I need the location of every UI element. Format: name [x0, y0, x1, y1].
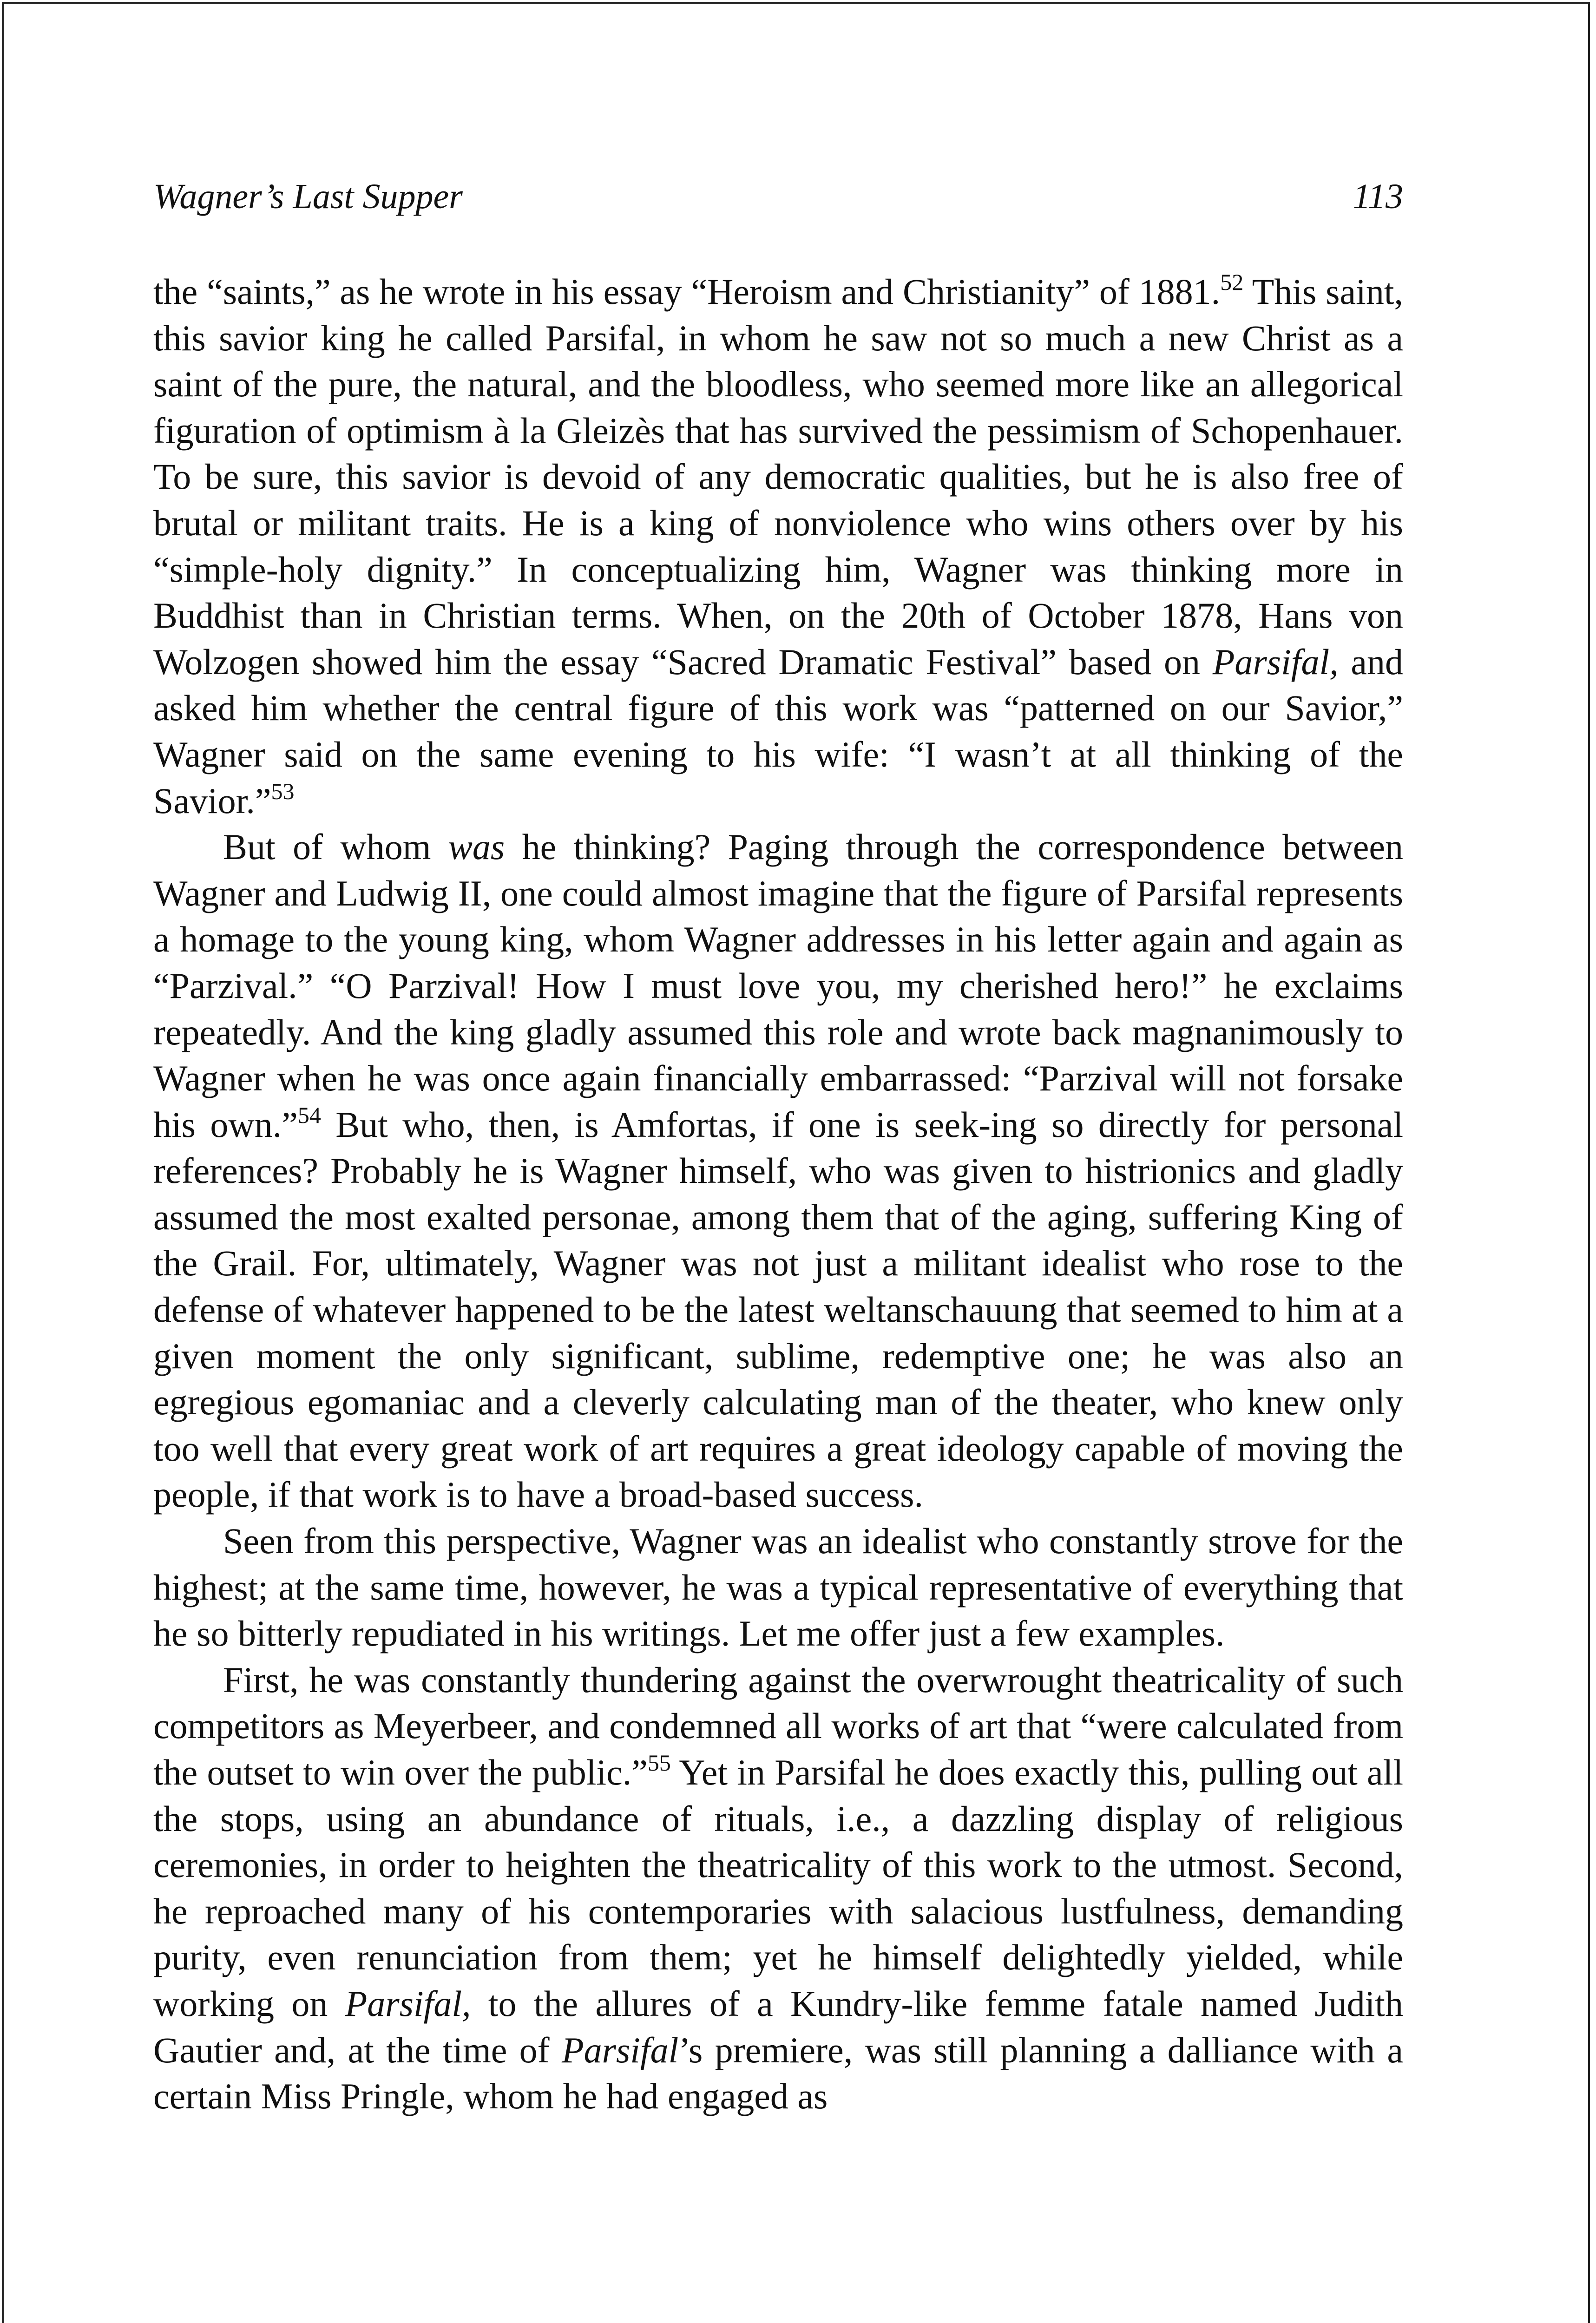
- italic-text: Parsifal: [561, 2029, 679, 2070]
- text-run: First, he was constantly thundering against the overwrought theatricality of such competitors as Meyerbeer, and condemned all works of art that “were calculated from the outset to win over the public.”: [153, 1659, 1403, 1792]
- footnote-reference: 54: [297, 1102, 321, 1128]
- text-run: This saint, this savior king he called Parsifal, in whom he saw not so much a new Christ as a saint of the pure, the natural, and the bloodless, who seemed more like an allegorical figuration of optimism à la Gleizès that has survived the pessimism of Schopenhauer. To be sure, this savior is devoid of any democratic qualities, but he is also free of brutal or militant traits. He is a king of nonviolence who wins others over by his “simple-holy dignity.” In conceptualizing him, Wagner was thinking more in Buddhist than in Christian terms. When, on the 20th of October 1878, Hans von Wolzogen showed him the essay “Sacred Dramatic Festival” based on: [153, 271, 1403, 682]
- footnote-reference: 52: [1220, 269, 1244, 295]
- page-number: 113: [1353, 177, 1403, 216]
- text-run: Yet in Parsifal he does exactly this, pulling out all the stops, using an abundance of rituals, i.e., a dazzling display of religious ceremonies, in order to heighten the theatricality of this work to the utmost. Second, he reproached many of his contemporaries with salacious lustfulness, demanding purity, even renunciation from them; yet he himself delightedly yielded, while working on: [153, 1752, 1403, 2024]
- text-run: he thinking? Paging through the correspondence between Wagner and Ludwig II, one could almost imagine that the figure of Parsifal represents a homage to the young king, whom Wagner addresses in his letter again and again as “Parzival.” “O Parzival! How I must love you, my cherished hero!” he exclaims repeatedly. And the king gladly assumed this role and wrote back magnanimously to Wagner when he was once again financially embarrassed: “Parzival will not forsake his own.”: [153, 827, 1404, 1145]
- paragraph-4: [153, 1657, 1403, 2120]
- footnote-reference: 53: [271, 778, 295, 804]
- text-run: ’s premiere, was still planning a dalliance with a certain Miss Pringle, whom he had engaged as: [153, 2029, 1404, 2117]
- text-run: the “saints,” as he wrote in his essay “Heroism and Christianity” of 1881.: [153, 271, 1221, 312]
- text-run: to the allures of a Kundry-like femme fatale named Judith Gautier and, at the time of: [153, 1983, 1403, 2070]
- text-run: But of whom: [223, 827, 448, 867]
- paragraph-3: [153, 1518, 1403, 1657]
- paragraph-1: [153, 269, 1403, 824]
- italic-text: Parsifal,: [345, 1983, 471, 2024]
- paragraph-2: [153, 824, 1403, 1518]
- italic-text: was: [448, 827, 505, 867]
- text-run: Seen from this perspective, Wagner was an idealist who constantly strove for the highest; at the same time, however, he was a typical representative of everything that he so bitterly repudiated in his writings. Let me offer just a few examples.: [153, 1521, 1403, 1654]
- text-run: But who, then, is Amfortas, if one is seek-ing so directly for personal references? Probably he is Wagner himself, who was given to histrionics and gladly assumed the most exalted personae, among them that of the aging, suffering King of the Grail. For, ultimately, Wagner was not just a militant idealist who rose to the defense of whatever happened to be the latest weltanschauung that seemed to him at a given moment the only significant, sublime, redemptive one; he was also an egregious egomaniac and a cleverly calculating man of the theater, who knew only too well that every great work of art requires a great ideology capable of moving the people, if that work is to have a broad-based success.: [153, 1104, 1403, 1515]
- running-head: [153, 177, 1403, 228]
- footnote-reference: 55: [647, 1750, 671, 1776]
- text-run: and asked him whether the central figure of this work was “patterned on our Savior,” Wagner said on the same evening to his wife: “I wasn’t at all thinking of the Savior.”: [153, 641, 1403, 821]
- running-title: Wagner’s Last Supper: [153, 177, 463, 216]
- body-text: [153, 269, 1403, 2120]
- italic-text: Parsifal,: [1212, 641, 1339, 682]
